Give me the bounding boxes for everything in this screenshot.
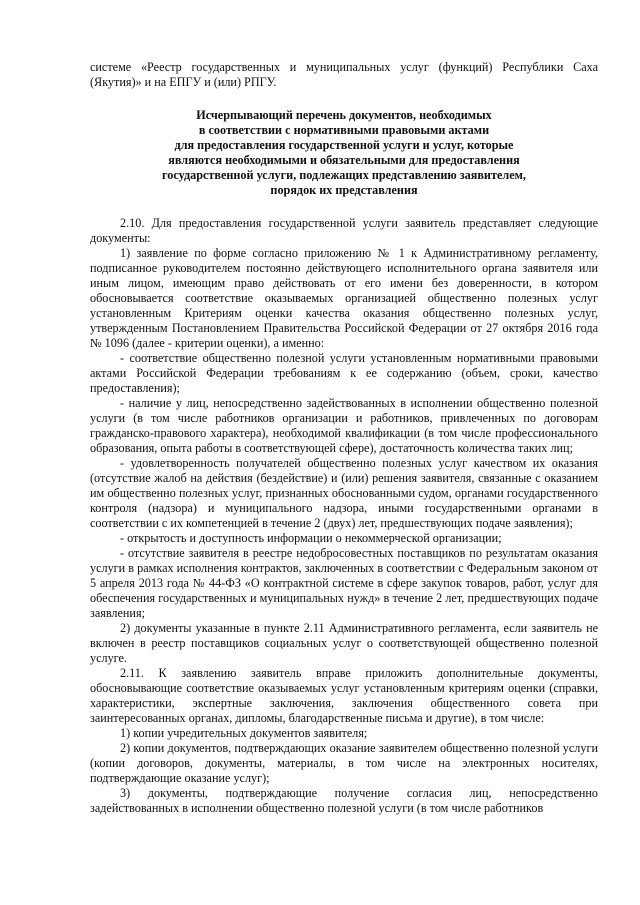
heading-line: Исчерпывающий перечень документов, необходимых (196, 108, 492, 122)
bullet-item: - наличие у лиц, непосредственно задействованных в исполнении общественно полезной услуги (в том числе работников организации и работников, привлеченных по договорам гражданско-правового характера), необходимой квалификации (в том числе профессионального образования, опыта работы в соответствующей сфере), достаточность количества таких лиц; (90, 396, 598, 455)
paragraph-2-10: 2.10. Для предоставления государственной услуги заявитель представляет следующие документы: (90, 216, 598, 245)
list-item-1: 1) заявление по форме согласно приложению № 1 к Административному регламенту, подписанное руководителем постоянно действующего исполнительного органа заявителя или иным лицом, имеющим право действовать от его имени без доверенности, в котором обосновывается соответствие оказываемых организацией общественно полезных услуг установленным Критериям оценки качества оказания общественно полезных услуг, утвержденным Постановлением Правительства Российской Федерации от 27 октября 2016 года № 1096 (далее - критерии оценки), а именно: (90, 246, 598, 350)
list-item-2: 2) копии документов, подтверждающих оказание заявителем общественно полезной услуги (копии договоров, документы, материалы, в том числе на электронных носителях, подтверждающие оказание услуг); (90, 741, 598, 785)
heading-line: государственной услуги, подлежащих представлению заявителем, (162, 168, 526, 182)
intro-paragraph: системе «Реестр государственных и муниципальных услуг (функций) Республики Саха (Якутия)» и на ЕПГУ и (или) РПГУ. (90, 60, 598, 89)
heading-line: порядок их представления (270, 183, 418, 197)
heading-line: в соответствии с нормативными правовыми актами (198, 123, 490, 137)
list-item-1: 1) копии учредительных документов заявителя; (120, 726, 368, 740)
bullet-item: - открытость и доступность информации о некоммерческой организации; (120, 531, 502, 545)
bullet-item: - отсутствие заявителя в реестре недобросовестных поставщиков по результатам оказания услуги в рамках исполнения контрактов, заключенных в соответствии с Федеральным законом от 5 апреля 2013 года № 44-ФЗ «О контрактной системе в сфере закупок товаров, работ, услуг для обеспечения государственных и муниципальных нужд» в течение 2 лет, предшествующих подаче заявления; (90, 546, 598, 620)
list-item-3: 3) документы, подтверждающие получение согласия лиц, непосредственно задействованных в исполнении общественно полезной услуги (в том числе работников (90, 786, 598, 815)
bullet-item: - удовлетворенность получателей общественно полезных услуг качеством их оказания (отсутствие жалоб на действия (бездействие) и (или) решения заявителя, связанные с оказанием им общественно полезных услуг, признанных обоснованными судом, органами государственного контроля (надзора) и муниципального надзора, иными государственными органами в соответствии с их компетенцией в течение 2 (двух) лет, предшествующих подаче заявления); (90, 456, 598, 530)
paragraph-2-11: 2.11. К заявлению заявитель вправе приложить дополнительные документы, обосновывающие соответствие оказываемых услуг установленным критериям оценки (справки, характеристики, экспертные заключения, заключения общественного совета при заинтересованных органах, дипломы, благодарственные письма и другие), в том числе: (90, 666, 598, 725)
list-item-2: 2) документы указанные в пункте 2.11 Административного регламента, если заявитель не включен в реестр поставщиков социальных услуг о соответствующей общественно полезной услуге. (90, 621, 598, 665)
section-heading (90, 108, 598, 198)
heading-line: для предоставления государственной услуги и услуг, которые (174, 138, 514, 152)
bullet-item: - соответствие общественно полезной услуги установленным нормативными правовыми актами Российской Федерации требованиям к ее содержанию (объем, сроки, качество предоставления); (90, 351, 598, 395)
heading-line: являются необходимыми и обязательными для предоставления (168, 153, 520, 167)
document-content (90, 60, 598, 816)
